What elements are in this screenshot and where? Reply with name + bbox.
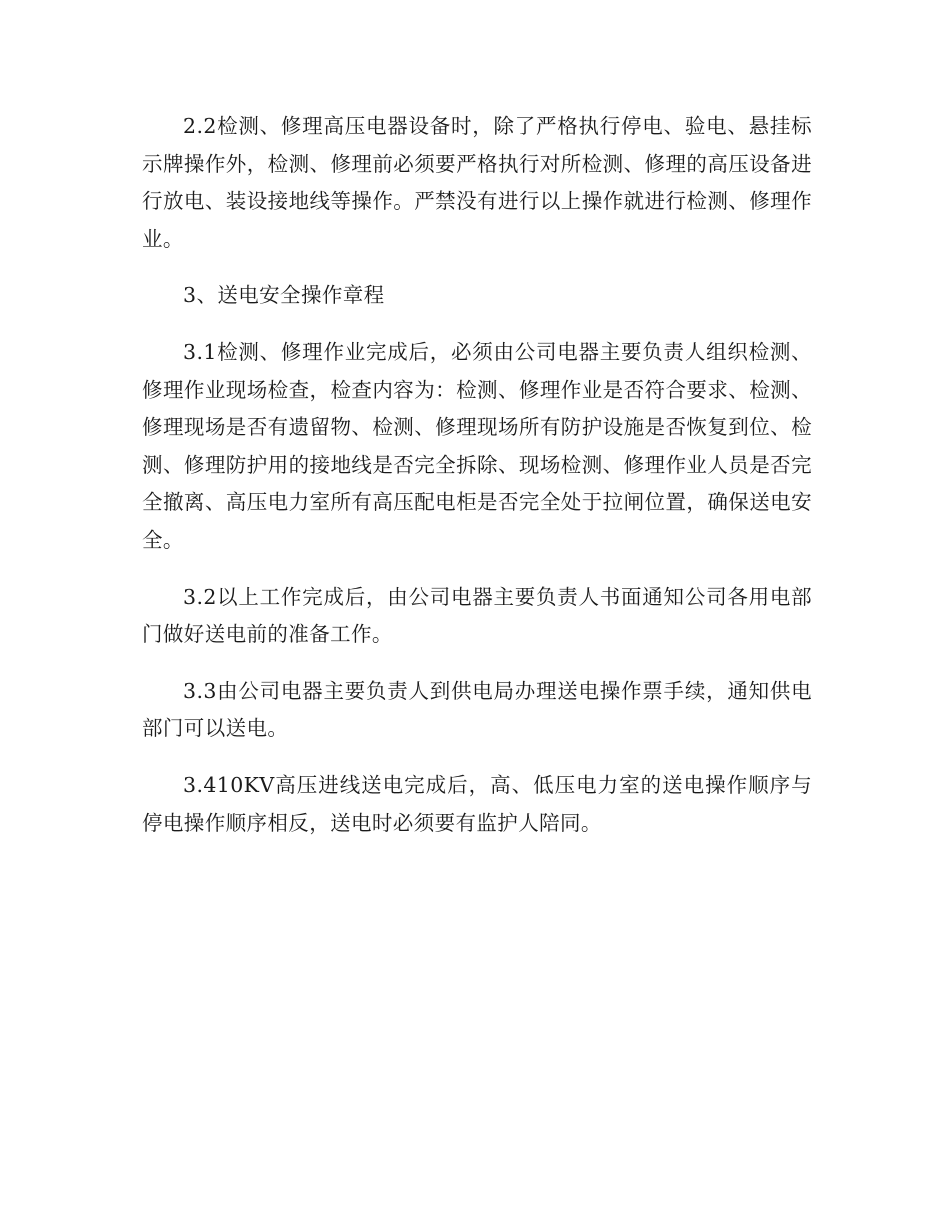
document-body bbox=[142, 108, 812, 861]
paragraph-3-3: 3.3由公司电器主要负责人到供电局办理送电操作票手续，通知供电部门可以送电。 bbox=[142, 678, 812, 741]
paragraph-3-4: 3.410KV高压进线送电完成后，高、低压电力室的送电操作顺序与停电操作顺序相反，送电时必须要有监护人陪同。 bbox=[142, 772, 812, 835]
section-heading-3: 3、送电安全操作章程 bbox=[183, 283, 385, 308]
paragraph-3-1: 3.1检测、修理作业完成后，必须由公司电器主要负责人组织检测、修理作业现场检查，检查内容为：检测、修理作业是否符合要求、检测、修理现场是否有遗留物、检测、修理现场所有防护设施是否恢复到位、检测、修理防护用的接地线是否完全拆除、现场检测、修理作业人员是否完全撤离、高压电力室所有高压配电柜是否完全处于拉闸位置，确保送电安全。 bbox=[142, 339, 812, 552]
paragraph-3-2: 3.2以上工作完成后，由公司电器主要负责人书面通知公司各用电部门做好送电前的准备工作。 bbox=[142, 584, 812, 647]
paragraph-2-2: 2.2检测、修理高压电器设备时，除了严格执行停电、验电、悬挂标示牌操作外，检测、修理前必须要严格执行对所检测、修理的高压设备进行放电、装设接地线等操作。严禁没有进行以上操作就进行检测、修理作业。 bbox=[142, 114, 812, 251]
